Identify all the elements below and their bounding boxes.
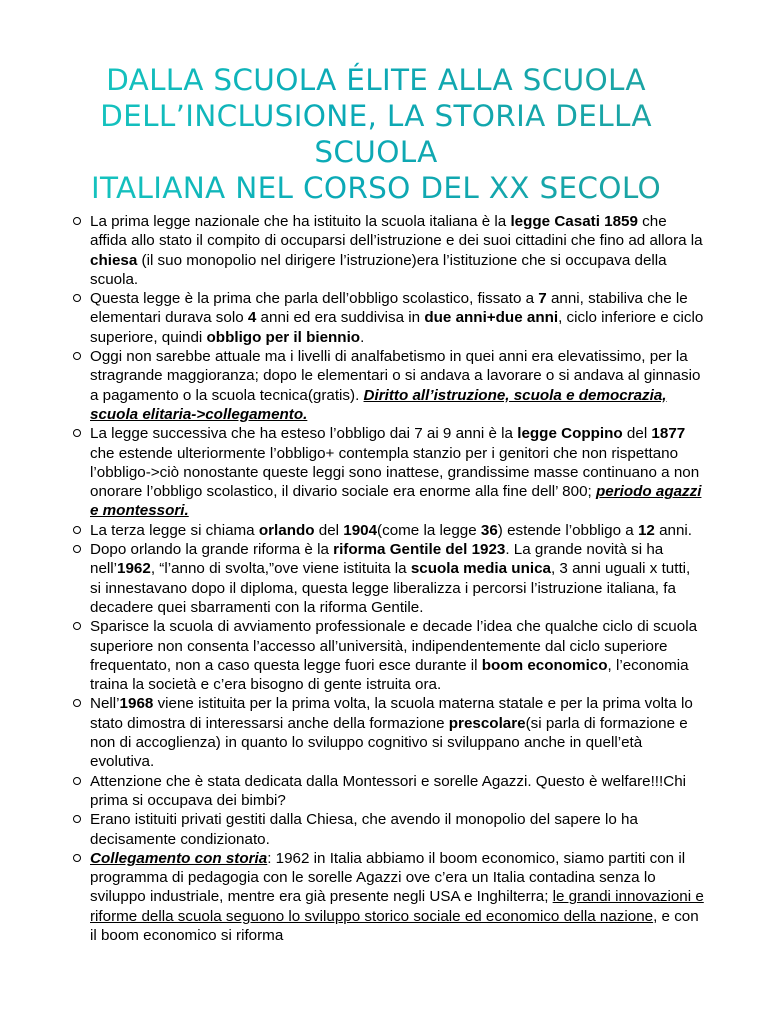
list-item-text: Attenzione che è stata dedicata dalla Montessori e sorelle Agazzi. Questo è welfare!!!Chi prima si occupava dei bimbi? (90, 772, 687, 809)
emphasis-text: due anni+due anni (424, 309, 559, 327)
list-item-text: La legge successiva che ha esteso l’obbligo dai 7 ai 9 anni è la (90, 425, 518, 443)
title-line-2: DELL’INCLUSIONE, LA STORIA DELLA SCUOLA (100, 99, 652, 169)
emphasis-text: 12 (637, 521, 655, 539)
list-item-text: del (622, 425, 652, 443)
document-title (42, 62, 710, 206)
list-item-text: . (360, 328, 365, 346)
emphasis-text: prescolare (448, 714, 526, 732)
list-item-text: ) estende l’obbligo a (497, 521, 638, 539)
list-item-text: del (314, 521, 344, 539)
emphasis-text: riforma Gentile del 1923 (333, 541, 506, 559)
list-item-text: La prima legge nazionale che ha istituito la scuola italiana è la (90, 213, 511, 230)
emphasis-text: 4 (247, 309, 257, 327)
list-item-text: che estende ulteriormente l’obbligo+ contempla stanzio per i genitori che non rispettano l’obbligo->ciò nonostante queste leggi sono inattese, grandissime masse continuano a non onorare l’obbligo scolastico, il divario sociale era enorme alla fine dell’ 800; (90, 444, 700, 501)
list-item-text: (il suo monopolio nel dirigere l’istruzione)era l’istituzione che si occupava della scuola. (90, 251, 667, 288)
emphasis-text: periodo agazzi e montessori. (90, 483, 702, 520)
list-item-text: Sparisce la scuola di avviamento professionale e decade l’idea che qualche ciclo di scuola superiore non consenta l’accesso all’università, indipendentemente dal ciclo superiore frequentato, non a caso questa legge fuori esce durante il (90, 618, 698, 674)
emphasis-text: 36 (480, 521, 498, 539)
list-item (70, 772, 704, 811)
list-item (70, 849, 704, 945)
emphasis-text: scuola media unica (410, 560, 551, 578)
list-item (70, 810, 704, 849)
emphasis-text: 7 (538, 290, 547, 308)
emphasis-text: 1904 (343, 521, 378, 539)
emphasis-text: 1962 (117, 560, 151, 578)
list-item-text: (si parla di formazione e non di accoglienza) in quanto lo sviluppo cognitivo si sviluppano anche in quell’età evolutiva. (90, 714, 688, 771)
emphasis-text: legge Casati 1859 (510, 213, 638, 230)
list-item-text: Dopo orlando la grande riforma è la (90, 541, 334, 559)
list-item-text: , e con il boom economico si riforma (90, 907, 699, 944)
list-item-text: Questa legge è la prima che parla dell’obbligo scolastico, fissato a (90, 290, 539, 308)
list-item (70, 540, 704, 617)
emphasis-text: Diritto all’istruzione, scuola e democrazia, scuola elitaria->collegamento. (90, 386, 667, 423)
list-item-text: (come la legge (377, 521, 481, 539)
list-item-text: , l’economia traina la società e c’era bisogno di gente istruita ora. (90, 656, 689, 694)
list-item-text: anni. (654, 521, 693, 539)
emphasis-text: 1877 (651, 425, 686, 443)
list-item-text: , “l’anno di svolta,”ove viene istituita la (150, 560, 411, 578)
bullet-list (70, 212, 704, 945)
list-item-text: : 1962 in Italia abbiamo il boom economico, siamo partiti con il programma di pedagogia con le sorelle Agazzi ove c’era un Italia contadina senza lo sviluppo industriale, mentre era già presente negli USA e Inghilterra; (90, 849, 686, 906)
list-item-text: . La grande novità si ha nell’ (90, 541, 664, 578)
list-item (70, 617, 704, 694)
list-item-text: , ciclo inferiore e ciclo superiore, quindi (90, 309, 704, 346)
list-item (70, 521, 704, 540)
list-item-text: Erano istituiti privati gestiti dalla Chiesa, che avendo il monopolio del sapere lo ha decisamente condizionato. (90, 811, 638, 848)
list-item-text: Nell’ (90, 695, 120, 713)
list-item-text: , 3 anni uguali x tutti, si innestavano dopo il diploma, questa legge liberalizza i percorsi l’istruzione italiana, fa decadere quei sbarramenti con la riforma Gentile. (90, 560, 691, 616)
emphasis-text: 1968 (119, 695, 154, 713)
list-item (70, 424, 704, 520)
emphasis-text: le grandi innovazioni e riforme della scuola seguono lo sviluppo storico sociale ed economico della nazione (90, 888, 704, 925)
emphasis-text: Collegamento con storia (90, 849, 268, 867)
emphasis-text: legge Coppino (517, 425, 623, 443)
list-item-text: anni ed era suddivisa in (256, 309, 425, 327)
emphasis-text: chiesa (90, 251, 138, 269)
list-item (70, 694, 704, 771)
title-line-1: DALLA SCUOLA ÉLITE ALLA SCUOLA (106, 63, 646, 97)
emphasis-text: orlando (258, 521, 315, 539)
emphasis-text: boom economico (481, 656, 608, 674)
title-line-3: ITALIANA NEL CORSO DEL XX SECOLO (90, 171, 662, 205)
list-item (70, 212, 704, 289)
list-item-text: Oggi non sarebbe attuale ma i livelli di analfabetismo in quei anni era elevatissimo, per la stragrande maggioranza; dopo le elementari o si andava a lavorare o si andava al ginnasio a pagamento o la scuola tecnica(gratis). (90, 348, 701, 404)
list-item-text: che affida allo stato il compito di occuparsi dell’istruzione e dei suoi cittadini che fino ad allora la (90, 213, 703, 250)
list-item-text: La terza legge si chiama (90, 521, 259, 539)
list-item (70, 347, 704, 424)
emphasis-text: obbligo per il biennio (206, 328, 361, 346)
list-item-text: anni, stabiliva che le elementari durava solo (90, 290, 688, 327)
list-item (70, 289, 704, 347)
list-item-text: viene istituita per la prima volta, la scuola materna statale e per la prima volta lo stato dimostra di interessarsi anche della formazione (90, 695, 693, 732)
